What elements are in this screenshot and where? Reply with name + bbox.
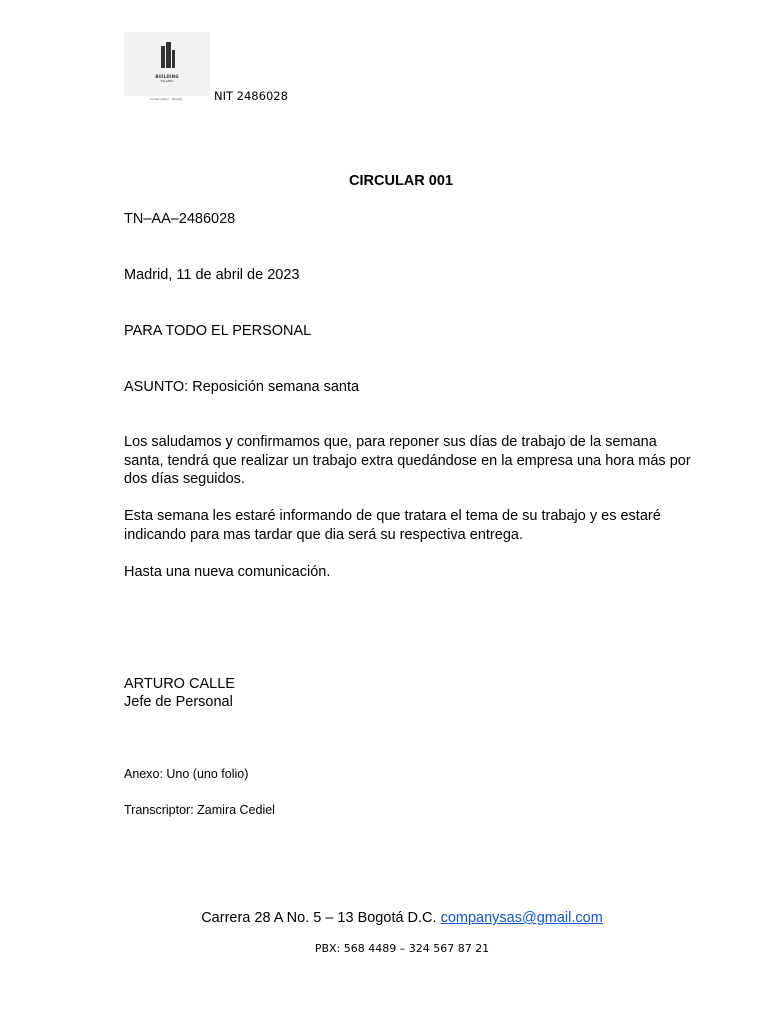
reference-code: TN–AA–2486028: [124, 211, 236, 227]
footer-pbx: PBX: 568 4489 – 324 567 87 21: [314, 942, 490, 955]
closing-line: Hasta una nueva comunicación.: [124, 564, 331, 580]
logo-text: BUILDING: [155, 74, 179, 79]
footer-address: Carrera 28 A No. 5 – 13 Bogotá D.C.: [201, 910, 437, 926]
transcriptor-line: Transcriptor: Zamira Cediel: [124, 803, 275, 817]
company-logo: [124, 32, 210, 96]
date-line: Madrid, 11 de abril de 2023: [124, 267, 300, 283]
nit-number: NIT 2486028: [214, 89, 288, 103]
footer-email-link[interactable]: companysas@gmail.com: [440, 910, 603, 926]
circular-title: CIRCULAR 001: [349, 173, 453, 189]
recipient-line: PARA TODO EL PERSONAL: [124, 323, 312, 339]
signer-role: Jefe de Personal: [124, 694, 233, 710]
annex-line: Anexo: Uno (uno folio): [124, 767, 249, 781]
footer-address-line: [0, 910, 768, 926]
body-paragraph-1: Los saludamos y confirmamos que, para reponer sus días de trabajo de la semana santa, tendrá que realizar un trabajo extra quedándose en la empresa una hora más por dos días seguidos.: [124, 434, 691, 487]
subject-line: ASUNTO: Reposición semana santa: [124, 379, 360, 395]
logo-tagline: Construction · Builder: [150, 97, 183, 101]
body-paragraph-2: Esta semana les estaré informando de que tratara el tema de su trabajo y es estaré indicando para mas tardar que dia será su respectiva entrega.: [124, 508, 661, 543]
building-icon: [124, 32, 210, 96]
logo-subtext: TALLERS: [160, 79, 174, 83]
signer-name: ARTURO CALLE: [124, 676, 235, 692]
